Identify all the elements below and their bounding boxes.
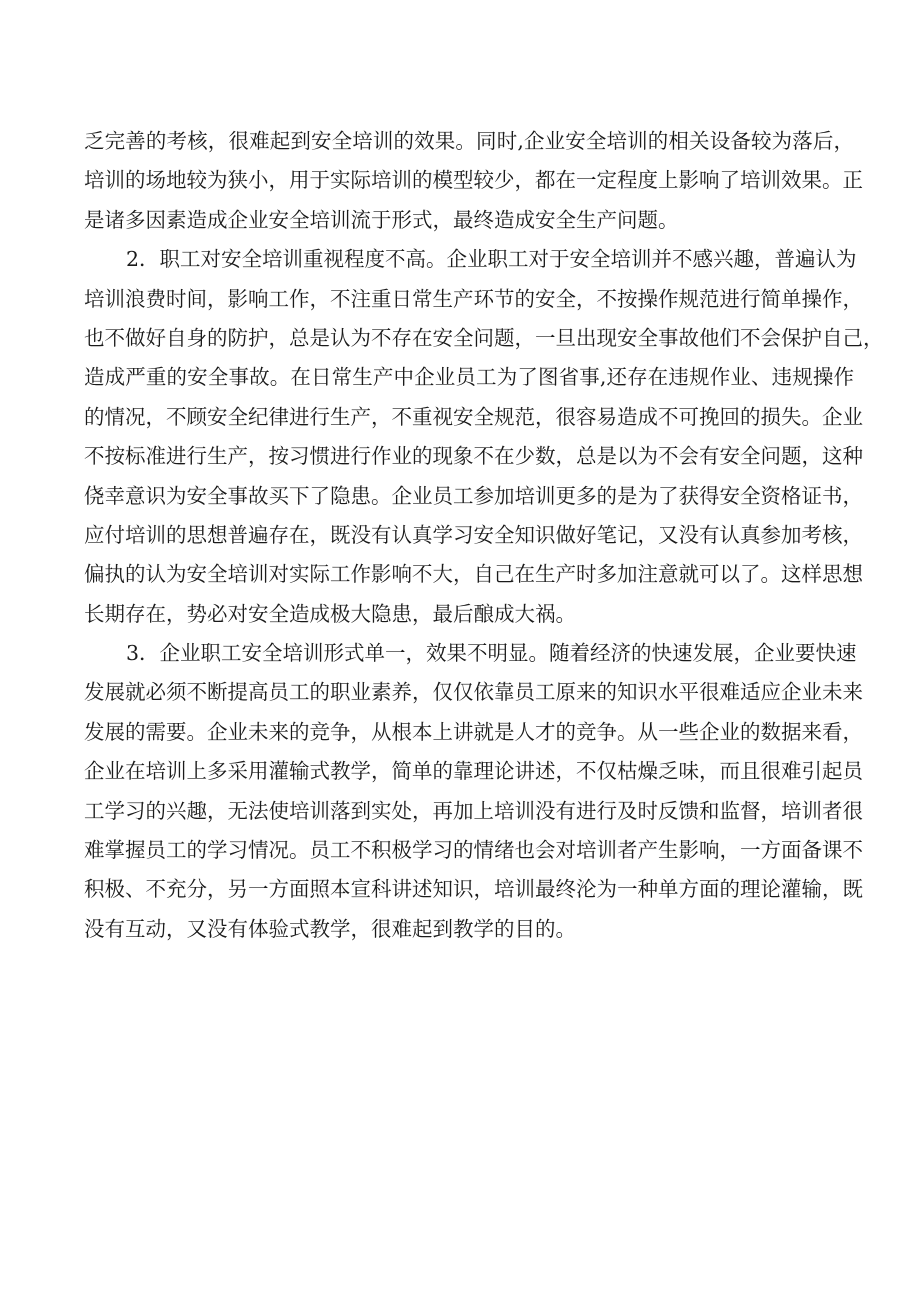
- text-line: 也不做好自身的防护，总是认为不存在安全问题，一旦出现安全事故他们不会保护自己，: [84, 325, 884, 350]
- text-line: 的情况，不顾安全纪律进行生产，不重视安全规范，很容易造成不可挽回的损失。企业: [84, 404, 863, 429]
- text-line: 3．企业职工安全培训形式单一，效果不明显。随着经济的快速发展，企业要快速: [126, 641, 857, 666]
- document-body: [84, 122, 884, 949]
- text-line: 企业在培训上多采用灌输式教学，简单的靠理论讲述，不仅枯燥乏味，而且很难引起员: [84, 759, 863, 784]
- text-line: 长期存在，势必对安全造成极大隐患，最后酿成大祸。: [84, 601, 576, 626]
- paragraph-3: [84, 634, 863, 949]
- text-line: 不按标准进行生产，按习惯进行作业的现象不在少数，总是以为不会有安全问题，这种: [84, 444, 863, 469]
- text-line: 2．职工对安全培训重视程度不高。企业职工对于安全培训并不感兴趣，普遍认为: [126, 247, 857, 272]
- text-line: 没有互动，又没有体验式教学，很难起到教学的目的。: [84, 916, 576, 941]
- text-line: 应付培训的思想普遍存在，既没有认真学习安全知识做好笔记，又没有认真参加考核，: [84, 522, 863, 547]
- text-line: 工学习的兴趣，无法使培训落到实处，再加上培训没有进行及时反馈和监督，培训者很: [84, 798, 863, 823]
- paragraph-1: [84, 122, 863, 240]
- text-line: 积极、不充分，另一方面照本宣科讲述知识，培训最终沦为一种单方面的理论灌输，既: [84, 877, 863, 902]
- text-line: 是诸多因素造成企业安全培训流于形式，最终造成安全生产问题。: [84, 207, 679, 232]
- text-line: 培训浪费时间，影响工作，不注重日常生产环节的安全，不按操作规范进行简单操作，: [84, 286, 863, 311]
- text-line: 发展就必须不断提高员工的职业素养，仅仅依靠员工原来的知识水平很难适应企业未来: [84, 680, 863, 705]
- text-line: 侥幸意识为安全事故买下了隐患。企业员工参加培训更多的是为了获得安全资格证书，: [84, 483, 863, 508]
- paragraph-2: [84, 240, 884, 634]
- text-line: 难掌握员工的学习情况。员工不积极学习的情绪也会对培训者产生影响，一方面备课不: [84, 838, 863, 863]
- text-line: 乏完善的考核，很难起到安全培训的效果。同时,企业安全培训的相关设备较为落后，: [84, 129, 854, 153]
- text-line: 偏执的认为安全培训对实际工作影响不大，自己在生产时多加注意就可以了。这样思想: [84, 562, 863, 587]
- text-line: 发展的需要。企业未来的竞争，从根本上讲就是人才的竞争。从一些企业的数据来看，: [84, 719, 863, 744]
- text-line: 培训的场地较为狭小，用于实际培训的模型较少，都在一定程度上影响了培训效果。正: [84, 168, 863, 193]
- text-line: 造成严重的安全事故。在日常生产中企业员工为了图省事,还存在违规作业、违规操作: [84, 365, 854, 390]
